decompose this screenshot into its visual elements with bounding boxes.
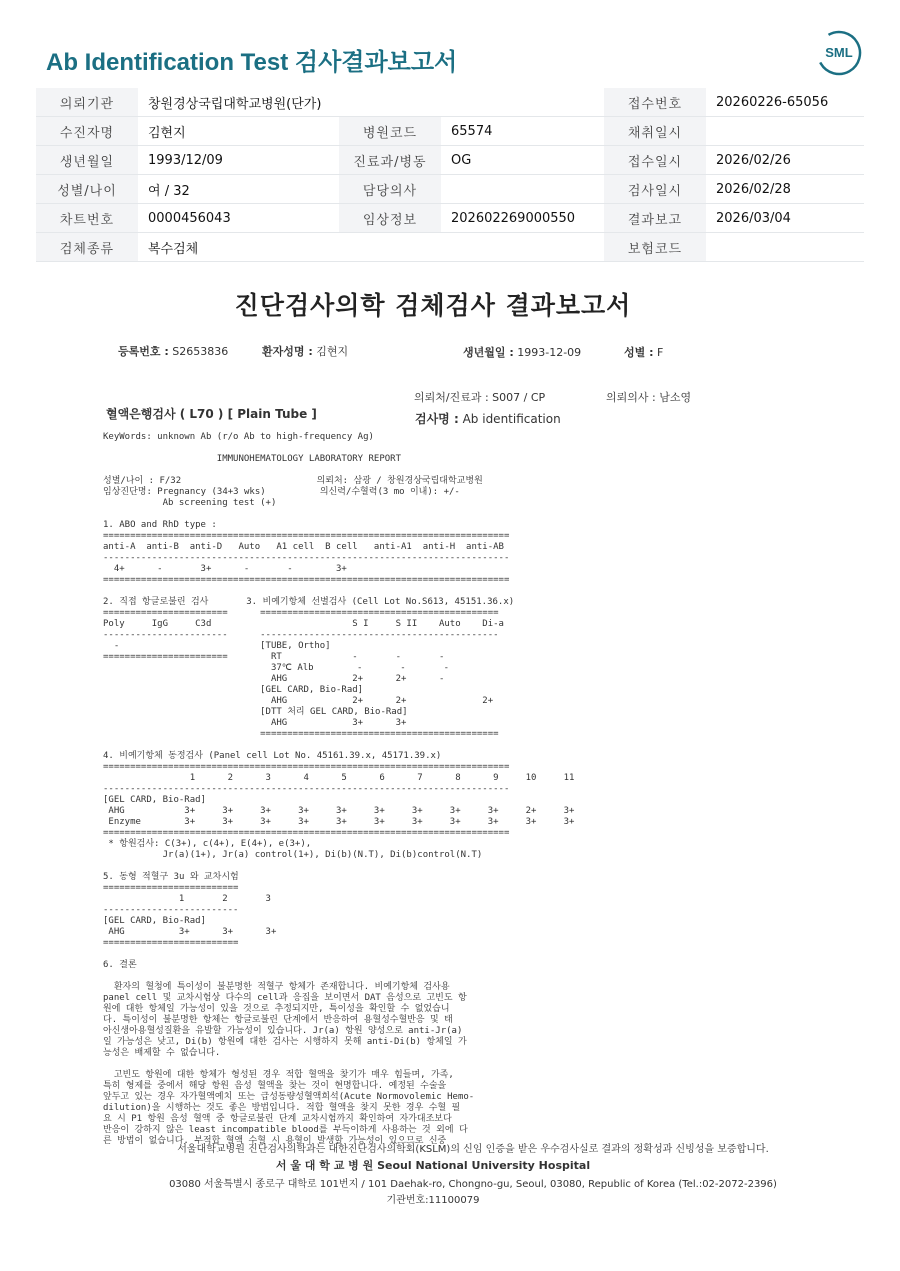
footer-address: 03080 서울특별시 종로구 대학로 101번지 / 101 Daehak-ro, Chongno-gu, Seoul, 03080, Republic of Korea (Tel.:02-2072-2396) [169, 1179, 777, 1190]
test-name: 검사명 : Ab identification [415, 412, 561, 426]
report-line: 1 2 3 [103, 894, 271, 904]
report-line: ======================= ============================================ [103, 608, 499, 618]
report-line: 반응이 강하지 않은 least incompatible blood를 부득이하게 사용하는 것 외에 다 [103, 1125, 468, 1135]
report-line: 1 2 3 4 5 6 7 8 9 10 11 [103, 773, 575, 783]
report-line [103, 740, 574, 751]
registration-info: 등록번호 : S2653836 [118, 345, 229, 358]
report-line: dilution)을 시행하는 것도 좋은 방법입니다. 적합 혈액을 찾지 못한 경우 수혈 필 [103, 1103, 461, 1113]
table-row [36, 233, 864, 262]
report-line: 앞두고 있는 경우 자가혈액예치 또는 급성동량성혈액희석(Acute Normovolemic Hemo- [103, 1092, 475, 1102]
referring-dept: 의뢰처/진료과 : S007 / CP [414, 391, 546, 404]
report-line: 일 가능성은 낮고, Di(b) 항원에 대한 검사는 시행하지 못해 anti-Di(b) 항체일 가 [103, 1037, 467, 1047]
referring-doctor: 의뢰의사 : 남소영 [606, 391, 692, 404]
report-line: --------------------------------------------------------------------------- [103, 553, 510, 563]
report-line: 4. 비예기항체 동정검사 (Panel cell Lot No. 45161.39.x, 45171.39.x) [103, 751, 442, 761]
report-line: ========================= [103, 938, 239, 948]
report-line [103, 949, 574, 960]
insurance-code-label: 보험코드 [604, 233, 706, 262]
report-line: IMMUNOHEMATOLOGY LABORATORY REPORT [103, 454, 402, 464]
table-row [36, 175, 864, 204]
svg-text:SML: SML [825, 45, 853, 60]
report-line: ========================= [103, 883, 239, 893]
report-line: --------------------------------------------------------------------------- [103, 784, 510, 794]
test-group: 혈액은행검사 ( L70 ) [ Plain Tube ] [106, 407, 317, 421]
receipt-no-label: 접수번호 [604, 88, 706, 117]
report-line: [GEL CARD, Bio-Rad] [103, 685, 364, 695]
report-line: ------------------------- [103, 905, 239, 915]
table-row [36, 88, 864, 117]
report-line: Jr(a)(1+), Jr(a) control(1+), Di(b)(N.T), Di(b)control(N.T) [103, 850, 483, 860]
report-line: 1. ABO and RhD type : [103, 520, 217, 530]
report-line: 성별/나이 : F/32 의뢰처: 삼광 / 창원경상국립대학교병원 [103, 476, 483, 486]
report-line: 임상진단명: Pregnancy (34+3 wks) 의신력/수혈력(3 mo 이내): +/- [103, 487, 460, 497]
report-line: AHG 2+ 2+ 2+ [103, 696, 494, 706]
report-line: 5. 동형 적혈구 3u 와 교차시험 [103, 872, 239, 882]
collection-date-value [706, 117, 864, 146]
report-line: ----------------------- -------------------------------------------- [103, 630, 499, 640]
report-line [103, 1059, 574, 1070]
specimen-value: 복수검체 [138, 233, 604, 262]
birth-date-label: 생년월일 [36, 146, 138, 175]
report-line: 4+ - 3+ - - 3+ [103, 564, 347, 574]
report-line [103, 443, 574, 454]
birth-date-value: 1993/12/09 [138, 146, 339, 175]
report-line: =========================================================================== [103, 531, 510, 541]
report-line: 고빈도 항원에 대한 항체가 형성된 경우 적합 혈액을 찾기가 매우 힘들며, 가족, [103, 1070, 454, 1080]
report-line: Poly IgG C3d S I S II Auto Di-a [103, 619, 504, 629]
report-line: Enzyme 3+ 3+ 3+ 3+ 3+ 3+ 3+ 3+ 3+ 3+ 3+ [103, 817, 575, 827]
report-line: anti-A anti-B anti-D Auto A1 cell B cell anti-A1 anti-H anti-AB [103, 542, 504, 552]
report-line: 아신생아용혈성질환을 유발할 가능성이 있습니다. Jr(a) 항원 양성으로 anti-Jr(a) [103, 1026, 463, 1036]
footer-hospital-name: 서 울 대 학 교 병 원 Seoul National University Hospital [275, 1159, 591, 1172]
report-line: panel cell 및 교차시험상 다수의 cell과 응집을 보이면서 DAT 음성으로 고빈도 항 [103, 993, 467, 1003]
doctor-value [441, 175, 604, 204]
sex-age-label: 성별/나이 [36, 175, 138, 204]
table-row [36, 146, 864, 175]
department-value: OG [441, 146, 604, 175]
report-line: AHG 2+ 2+ - [103, 674, 445, 684]
collection-date-label: 채취일시 [604, 117, 706, 146]
report-body [103, 432, 574, 1147]
hospital-code-value: 65574 [441, 117, 604, 146]
report-line: AHG 3+ 3+ 3+ 3+ 3+ 3+ 3+ 3+ 3+ 2+ 3+ [103, 806, 575, 816]
report-line [103, 861, 574, 872]
report-line: 37℃ Alb - - - [103, 663, 450, 673]
table-row [36, 204, 864, 233]
chart-no-value: 0000456043 [138, 204, 339, 233]
receipt-no-value: 20260226-65056 [706, 88, 864, 117]
report-line: 다. 특이성이 불분명한 항체는 항글로불린 단계에서 반응하여 용혈성수혈반응 및 태 [103, 1015, 453, 1025]
report-line: AHG 3+ 3+ 3+ [103, 927, 277, 937]
report-line: 능성은 배제할 수 없습니다. [103, 1048, 221, 1058]
hospital-code-label: 병원코드 [339, 117, 441, 146]
patient-name-info: 환자성명 : 김현지 [262, 345, 349, 358]
institution-value: 창원경상국립대학교병원(단가) [138, 88, 604, 117]
report-line: 환자의 혈청에 특이성이 불분명한 적혈구 항체가 존재합니다. 비예기항체 검사용 [103, 982, 450, 992]
report-line: ============================================ [103, 729, 499, 739]
dob-info: 생년월일 : 1993-12-09 [463, 346, 582, 359]
patient-name-value: 김현지 [138, 117, 339, 146]
clinical-info-label: 임상정보 [339, 204, 441, 233]
report-line: ======================= RT - - - [103, 652, 445, 662]
report-line [103, 971, 574, 982]
report-line: 원에 대한 항체일 가능성이 있을 것으로 추정되지만, 특이성을 확인할 수 없었습니 [103, 1004, 450, 1014]
report-line: [GEL CARD, Bio-Rad] [103, 916, 206, 926]
report-line: =========================================================================== [103, 828, 510, 838]
report-line: * 항원검사: C(3+), c(4+), E(4+), e(3+), [103, 839, 312, 849]
institution-label: 의뢰기관 [36, 88, 138, 117]
report-line: Ab screening test (+) [103, 498, 277, 508]
report-line: 2. 직접 항글로불린 검사 3. 비예기항체 선별검사 (Cell Lot No.S613, 45151.36.x) [103, 597, 515, 607]
insurance-code-value [706, 233, 864, 262]
report-line [103, 509, 574, 520]
doctor-label: 담당의사 [339, 175, 441, 204]
sex-age-value: 여 / 32 [138, 175, 339, 204]
footer-institution-no: 기관번호:11100079 [386, 1195, 480, 1206]
specimen-label: 검체종류 [36, 233, 138, 262]
report-line: AHG 3+ 3+ [103, 718, 407, 728]
report-line: - [TUBE, Ortho] [103, 641, 331, 651]
sml-logo [816, 30, 862, 76]
footer-certification: 서울대학교병원 진단검사의학과는 대한진단검사의학회(KSLM)의 신임 인증을 받은 우수검사실로 결과의 정확성과 신빙성을 보증합니다. [177, 1144, 769, 1155]
patient-name-label: 수진자명 [36, 117, 138, 146]
sex-info: 성별 : F [624, 346, 664, 359]
report-line: 6. 결론 [103, 960, 137, 970]
test-date-value: 2026/02/28 [706, 175, 864, 204]
report-line: 특히 형제를 중에서 해당 항원 음성 혈액을 찾는 것이 현명합니다. 예정된 수술을 [103, 1081, 447, 1091]
report-line [103, 465, 574, 476]
report-date-value: 2026/03/04 [706, 204, 864, 233]
patient-info-table [36, 88, 864, 262]
received-date-value: 2026/02/26 [706, 146, 864, 175]
report-line: [GEL CARD, Bio-Rad] [103, 795, 206, 805]
report-line: [DTT 처리 GEL CARD, Bio-Rad] [103, 707, 408, 717]
chart-no-label: 차트번호 [36, 204, 138, 233]
test-date-label: 검사일시 [604, 175, 706, 204]
document-heading: 진단검사의학 검체검사 결과보고서 [234, 291, 632, 320]
report-line: 요 시 P1 항원 음성 혈액 중 항글로불린 단계 교차시험까지 확인하여 자가대조보다 [103, 1114, 452, 1124]
received-date-label: 접수일시 [604, 146, 706, 175]
table-row [36, 117, 864, 146]
report-title: Ab Identification Test 검사결과보고서 [46, 49, 458, 76]
report-line: KeyWords: unknown Ab (r/o Ab to high-frequency Ag) [103, 432, 374, 442]
report-line: =========================================================================== [103, 762, 510, 772]
report-line [103, 586, 574, 597]
clinical-info-value: 202602269000550 [441, 204, 604, 233]
report-line: =========================================================================== [103, 575, 510, 585]
report-line: 른 방법이 없습니다. 부적합 혈액 수혈 시 용혈이 발생할 가능성이 있으므로 신중 [103, 1136, 447, 1146]
department-label: 진료과/병동 [339, 146, 441, 175]
report-date-label: 결과보고 [604, 204, 706, 233]
